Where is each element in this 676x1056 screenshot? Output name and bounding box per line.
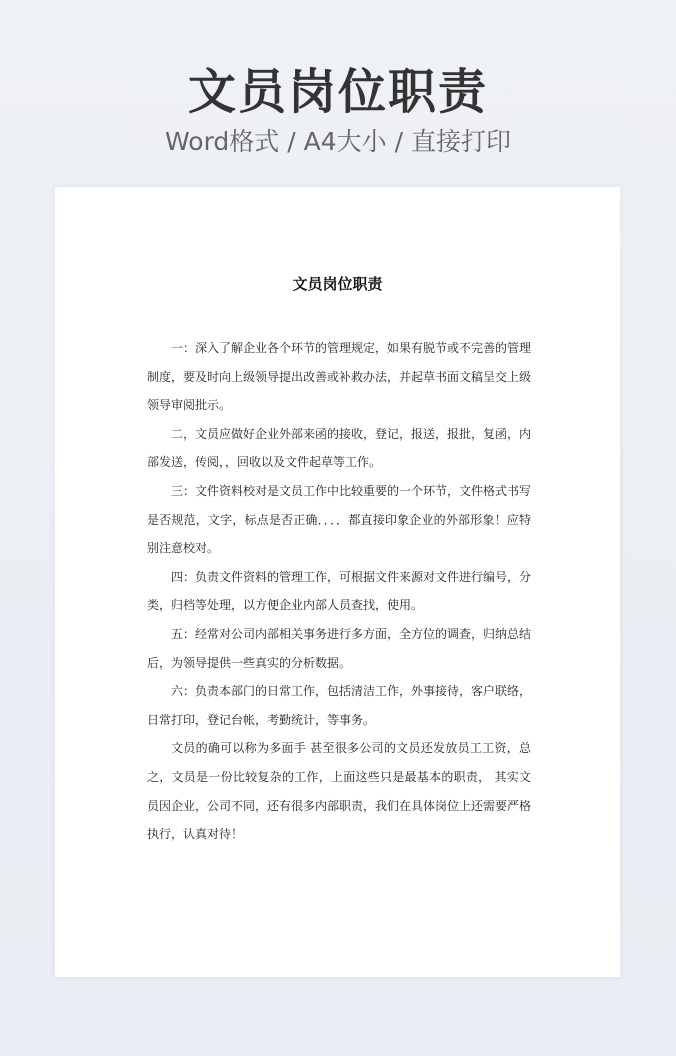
paragraph-3: 三：文件资料校对是文员工作中比较重要的一个环节，文件格式书写是否规范，文字，标点是否正确．．．．都直接印象企业的外部形象！应特别注意校对。: [147, 483, 532, 556]
paragraph-5: 五：经常对公司内部相关事务进行多方面，全方位的调查，归纳总结后，为领导提供一些真实的分析数据。: [147, 626, 532, 670]
header: [0, 62, 676, 158]
paragraph-4: 四：负责文件资料的管理工作，可根据文件来源对文件进行编号，分类，归档等处理，以方便企业内部人员查找，使用。: [147, 569, 532, 613]
paragraph-2: 二，文员应做好企业外部来函的接收，登记，报送，报批，复函，内部发送，传阅，，回收以及文件起草等工作。: [147, 426, 532, 470]
document-title: 文员岗位职责: [292, 275, 383, 293]
paragraph-7: 文员的确可以称为多面手 甚至很多公司的文员还发放员工工资，总之，文员是一份比较复杂的工作，上面这些只是最基本的职责， 其实文员因企业，公司不同，还有很多内部职责，我们在具体岗位上还需要严格执行，认真对待！: [147, 741, 532, 842]
document-body: [147, 334, 531, 849]
paragraph-1: 一：深入了解企业各个环节的管理规定，如果有脱节或不完善的管理制度，要及时向上级领导提出改善或补救办法，并起草书面文稿呈交上级领导审阅批示。: [147, 341, 532, 413]
document-page: [55, 187, 620, 977]
paragraph-6: 六：负责本部门的日常工作，包括清洁工作，外事接待，客户联络，日常打印，登记台帐，考勤统计，等事务。: [147, 684, 532, 727]
page-title: 文员岗位职责: [187, 64, 488, 120]
page-subtitle: Word格式 / A4大小 / 直接打印: [165, 127, 511, 156]
